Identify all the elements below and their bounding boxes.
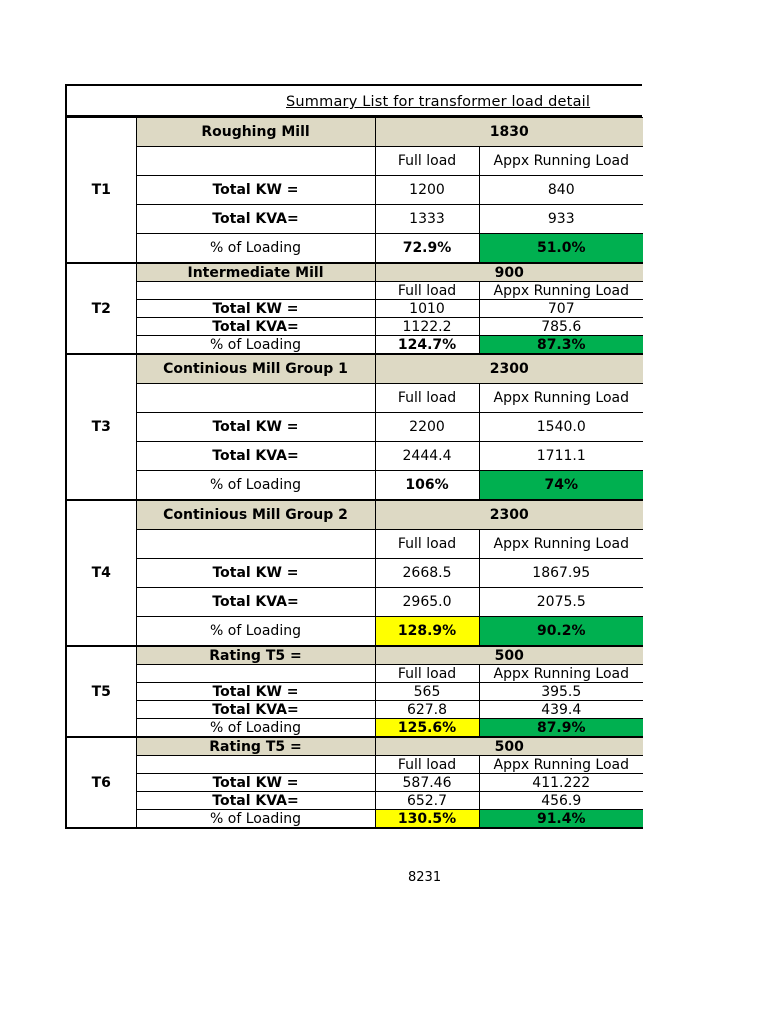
transformer-id: T3	[66, 354, 136, 500]
table-row	[66, 442, 643, 471]
kva-full-value: 1333	[375, 205, 479, 234]
kva-full-value: 2965.0	[375, 588, 479, 617]
group-name: Continious Mill Group 2	[136, 500, 375, 530]
table-row	[66, 792, 643, 810]
blank-cell	[136, 665, 375, 683]
table-row	[66, 588, 643, 617]
label-total-kva: Total KVA=	[136, 701, 375, 719]
group-rating: 500	[375, 737, 643, 756]
blank-cell	[136, 530, 375, 559]
kw-full-value: 1010	[375, 300, 479, 318]
kw-full-value: 565	[375, 683, 479, 701]
col-full-load: Full load	[375, 530, 479, 559]
label-loading: % of Loading	[136, 719, 375, 738]
kva-full-value: 627.8	[375, 701, 479, 719]
loading-running-value: 87.3%	[479, 336, 643, 355]
table-row	[66, 617, 643, 647]
label-total-kw: Total KW =	[136, 176, 375, 205]
group-name: Rating T5 =	[136, 646, 375, 665]
transformer-id: T4	[66, 500, 136, 646]
table-row	[66, 205, 643, 234]
transformer-id: T1	[66, 118, 136, 264]
label-loading: % of Loading	[136, 810, 375, 829]
group-rating: 900	[375, 263, 643, 282]
loading-running-value: 74%	[479, 471, 643, 501]
group-name: Roughing Mill	[136, 118, 375, 147]
label-loading: % of Loading	[136, 617, 375, 647]
footer-number: 8231	[408, 870, 442, 885]
table-row	[66, 774, 643, 792]
group-rating: 1830	[375, 118, 643, 147]
loading-running-value: 90.2%	[479, 617, 643, 647]
transformer-table	[65, 117, 643, 829]
kw-running-value: 707	[479, 300, 643, 318]
col-full-load: Full load	[375, 147, 479, 176]
col-full-load: Full load	[375, 384, 479, 413]
loading-running-value: 51.0%	[479, 234, 643, 264]
kw-running-value: 840	[479, 176, 643, 205]
table-row	[66, 263, 643, 282]
group-name: Intermediate Mill	[136, 263, 375, 282]
blank-cell	[136, 282, 375, 300]
col-running-load: Appx Running Load	[479, 282, 643, 300]
group-name: Continious Mill Group 1	[136, 354, 375, 384]
group-rating: 500	[375, 646, 643, 665]
col-running-load: Appx Running Load	[479, 665, 643, 683]
col-full-load: Full load	[375, 756, 479, 774]
table-row	[66, 646, 643, 665]
blank-cell	[136, 147, 375, 176]
label-total-kw: Total KW =	[136, 683, 375, 701]
kva-running-value: 933	[479, 205, 643, 234]
transformer-id: T6	[66, 737, 136, 828]
label-total-kw: Total KW =	[136, 774, 375, 792]
col-running-load: Appx Running Load	[479, 756, 643, 774]
summary-sheet	[65, 84, 642, 829]
loading-full-value: 130.5%	[375, 810, 479, 829]
table-row	[66, 756, 643, 774]
kva-running-value: 439.4	[479, 701, 643, 719]
table-row	[66, 737, 643, 756]
col-full-load: Full load	[375, 665, 479, 683]
kva-full-value: 652.7	[375, 792, 479, 810]
group-name: Rating T5 =	[136, 737, 375, 756]
kva-running-value: 1711.1	[479, 442, 643, 471]
kw-full-value: 2668.5	[375, 559, 479, 588]
table-row	[66, 318, 643, 336]
kva-full-value: 1122.2	[375, 318, 479, 336]
table-row	[66, 282, 643, 300]
col-running-load: Appx Running Load	[479, 530, 643, 559]
table-row	[66, 147, 643, 176]
label-total-kw: Total KW =	[136, 559, 375, 588]
loading-running-value: 87.9%	[479, 719, 643, 738]
col-running-load: Appx Running Load	[479, 384, 643, 413]
label-total-kva: Total KVA=	[136, 442, 375, 471]
table-row	[66, 384, 643, 413]
table-row	[66, 176, 643, 205]
loading-full-value: 124.7%	[375, 336, 479, 355]
table-row	[66, 354, 643, 384]
kw-running-value: 1867.95	[479, 559, 643, 588]
kw-full-value: 1200	[375, 176, 479, 205]
blank-cell	[136, 756, 375, 774]
label-total-kva: Total KVA=	[136, 318, 375, 336]
group-rating: 2300	[375, 354, 643, 384]
kva-running-value: 456.9	[479, 792, 643, 810]
label-total-kva: Total KVA=	[136, 588, 375, 617]
kw-full-value: 587.46	[375, 774, 479, 792]
label-loading: % of Loading	[136, 234, 375, 264]
blank-cell	[136, 384, 375, 413]
kva-full-value: 2444.4	[375, 442, 479, 471]
transformer-id: T2	[66, 263, 136, 354]
kva-running-value: 2075.5	[479, 588, 643, 617]
kva-running-value: 785.6	[479, 318, 643, 336]
label-total-kva: Total KVA=	[136, 205, 375, 234]
table-row	[66, 234, 643, 264]
sheet-title: Summary List for transformer load detail	[286, 94, 591, 110]
title-row	[65, 84, 642, 117]
table-row	[66, 665, 643, 683]
group-rating: 2300	[375, 500, 643, 530]
table-row	[66, 559, 643, 588]
kw-running-value: 411.222	[479, 774, 643, 792]
loading-full-value: 106%	[375, 471, 479, 501]
table-row	[66, 683, 643, 701]
kw-running-value: 395.5	[479, 683, 643, 701]
transformer-id: T5	[66, 646, 136, 737]
loading-full-value: 125.6%	[375, 719, 479, 738]
kw-running-value: 1540.0	[479, 413, 643, 442]
table-row	[66, 300, 643, 318]
table-row	[66, 471, 643, 501]
table-row	[66, 413, 643, 442]
table-row	[66, 118, 643, 147]
loading-running-value: 91.4%	[479, 810, 643, 829]
table-row	[66, 701, 643, 719]
col-running-load: Appx Running Load	[479, 147, 643, 176]
table-row	[66, 336, 643, 355]
table-row	[66, 810, 643, 829]
loading-full-value: 128.9%	[375, 617, 479, 647]
label-total-kva: Total KVA=	[136, 792, 375, 810]
label-total-kw: Total KW =	[136, 300, 375, 318]
table-row	[66, 530, 643, 559]
table-row	[66, 719, 643, 738]
kw-full-value: 2200	[375, 413, 479, 442]
table-row	[66, 500, 643, 530]
label-total-kw: Total KW =	[136, 413, 375, 442]
label-loading: % of Loading	[136, 336, 375, 355]
label-loading: % of Loading	[136, 471, 375, 501]
col-full-load: Full load	[375, 282, 479, 300]
loading-full-value: 72.9%	[375, 234, 479, 264]
